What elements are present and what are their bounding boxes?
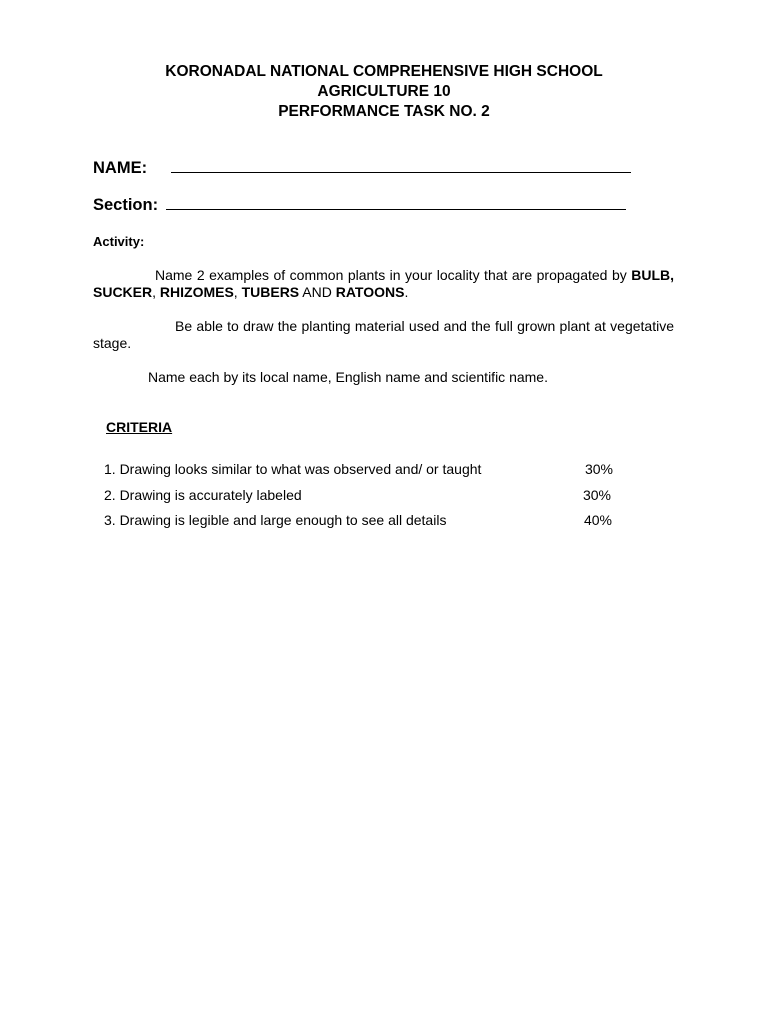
document-header: [0, 62, 768, 122]
criteria-text: 3. Drawing is legible and large enough to see all details: [104, 512, 447, 528]
tubers-text: TUBERS: [241, 284, 300, 300]
comma-1: ,: [152, 284, 160, 300]
and-text: AND: [299, 284, 336, 300]
para3-text: Name each by its local name, English name and scientific name.: [148, 369, 548, 385]
name-blank-line[interactable]: [171, 158, 631, 173]
criteria-item: [104, 512, 624, 530]
period: .: [404, 284, 409, 300]
comma-2: ,: [233, 284, 242, 300]
section-label: Section:: [93, 196, 159, 214]
name-label: NAME:: [93, 159, 148, 177]
activity-paragraph-2: [93, 318, 674, 352]
criteria-text: 1. Drawing looks similar to what was observed and/ or taught: [104, 461, 482, 477]
subject-title: AGRICULTURE 10: [317, 83, 451, 100]
para2-text: Be able to draw the planting material used and the full grown plant at vegetative stage.: [93, 318, 674, 351]
section-blank-line[interactable]: [166, 195, 626, 210]
criteria-item: [104, 461, 624, 479]
name-field[interactable]: [93, 158, 631, 178]
criteria-title: CRITERIA: [106, 419, 173, 435]
activity-paragraph-3: [148, 369, 648, 386]
school-name: KORONADAL NATIONAL COMPREHENSIVE HIGH SCHOOL: [165, 63, 603, 80]
rhizomes-text: RHIZOMES: [159, 284, 234, 300]
section-field[interactable]: [93, 195, 626, 215]
criteria-percent: 30%: [584, 461, 613, 477]
activity-paragraph-1: [93, 267, 674, 301]
criteria-percent: 40%: [583, 512, 612, 528]
para1-text: Name 2 examples of common plants in your locality that are propagated by: [155, 267, 627, 283]
ratoons-text: RATOONS: [335, 284, 405, 300]
bulb-sucker-text: BULB, SUCKER: [93, 267, 675, 300]
criteria-item: [104, 487, 624, 505]
criteria-percent: 30%: [582, 487, 611, 503]
criteria-text: 2. Drawing is accurately labeled: [104, 487, 302, 503]
task-title: PERFORMANCE TASK NO. 2: [278, 103, 490, 120]
activity-label: Activity:: [93, 234, 145, 249]
